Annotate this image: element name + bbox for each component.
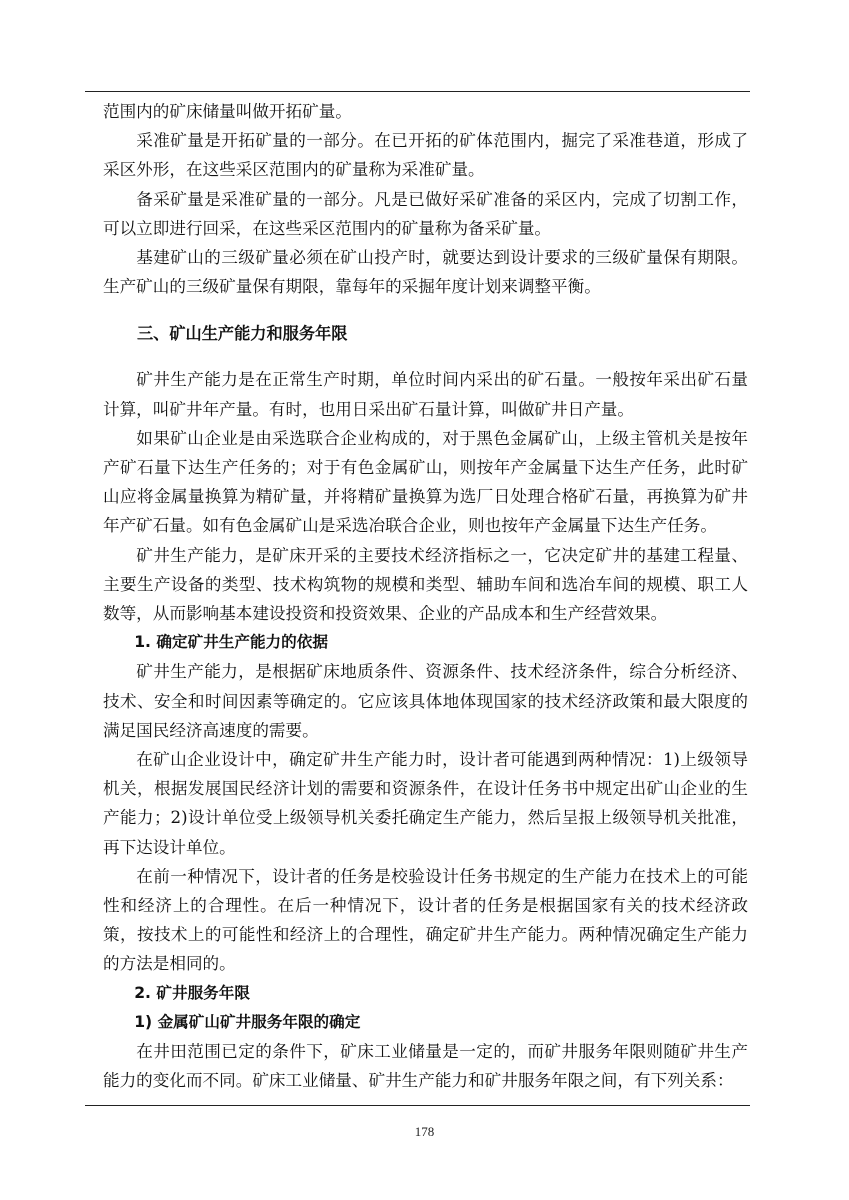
subsection-heading: 2. 矿井服务年限 [134, 983, 250, 1002]
paragraph: 如果矿山企业是由采选联合企业构成的，对于黑色金属矿山，上级主管机关是按年产矿石量下达生产任务的；对于有色金属矿山，则按年产金属量下达生产任务，此时矿山应将金属量换算为精矿量，并将精矿量换算为选厂日处理合格矿石量，再换算为矿井年产矿石量。如有色金属矿山是采选冶联合企业，则也按年产金属量下达生产任务。 [103, 428, 748, 536]
paragraph: 在井田范围已定的条件下，矿床工业储量是一定的，而矿井服务年限则随矿井生产能力的变化而不同。矿床工业储量、矿井生产能力和矿井服务年限之间，有下列关系： [103, 1042, 748, 1091]
paragraph: 在矿山企业设计中，确定矿井生产能力时，设计者可能遇到两种情况：1)上级领导机关，根据发展国民经济计划的需要和资源条件，在设计任务书中规定出矿山企业的生产能力；2)设计单位受上级领导机关委托确定生产能力，然后呈报上级领导机关批准，再下达设计单位。 [103, 750, 748, 857]
page-body [103, 97, 748, 1096]
header-rule [85, 91, 750, 92]
footer-rule [85, 1105, 750, 1106]
section-heading: 三、矿山生产能力和服务年限 [137, 324, 348, 344]
subsection-heading: 1. 确定矿井生产能力的依据 [134, 633, 328, 652]
paragraph: 采准矿量是开拓矿量的一部分。在已开拓的矿体范围内，掘完了采准巷道，形成了采区外形，在这些采区范围内的矿量称为采准矿量。 [103, 131, 748, 180]
paragraph: 备采矿量是采准矿量的一部分。凡是已做好采矿准备的采区内，完成了切割工作，可以立即进行回采，在这些采区范围内的矿量称为备采矿量。 [103, 189, 748, 238]
paragraph: 矿井生产能力，是根据矿床地质条件、资源条件、技术经济条件，综合分析经济、技术、安全和时间因素等确定的。它应该具体地体现国家的技术经济政策和最大限度的满足国民经济高速度的需要。 [103, 662, 748, 740]
page-number: 178 [414, 1124, 435, 1139]
subsection-heading: 1) 金属矿山矿井服务年限的确定 [134, 1012, 361, 1031]
paragraph: 在前一种情况下，设计者的任务是校验设计任务书规定的生产能力在技术上的可能性和经济上的合理性。在后一种情况下，设计者的任务是根据国家有关的技术经济政策，按技术上的可能性和经济上的合理性，确定矿井生产能力。两种情况确定生产能力的方法是相同的。 [103, 866, 748, 974]
paragraph: 矿井生产能力是在正常生产时期，单位时间内采出的矿石量。一般按年采出矿石量计算，叫矿井年产量。有时，也用日采出矿石量计算，叫做矿井日产量。 [103, 370, 748, 419]
paragraph: 矿井生产能力，是矿床开采的主要技术经济指标之一，它决定矿井的基建工程量、主要生产设备的类型、技术构筑物的规模和类型、辅助车间和选冶车间的规模、职工人数等，从而影响基本建设投资和投资效果、企业的产品成本和生产经营效果。 [103, 545, 748, 624]
paragraph: 基建矿山的三级矿量必须在矿山投产时，就要达到设计要求的三级矿量保有期限。生产矿山的三级矿量保有期限，靠每年的采掘年度计划来调整平衡。 [103, 248, 748, 297]
paragraph: 范围内的矿床储量叫做开拓矿量。 [103, 102, 352, 121]
